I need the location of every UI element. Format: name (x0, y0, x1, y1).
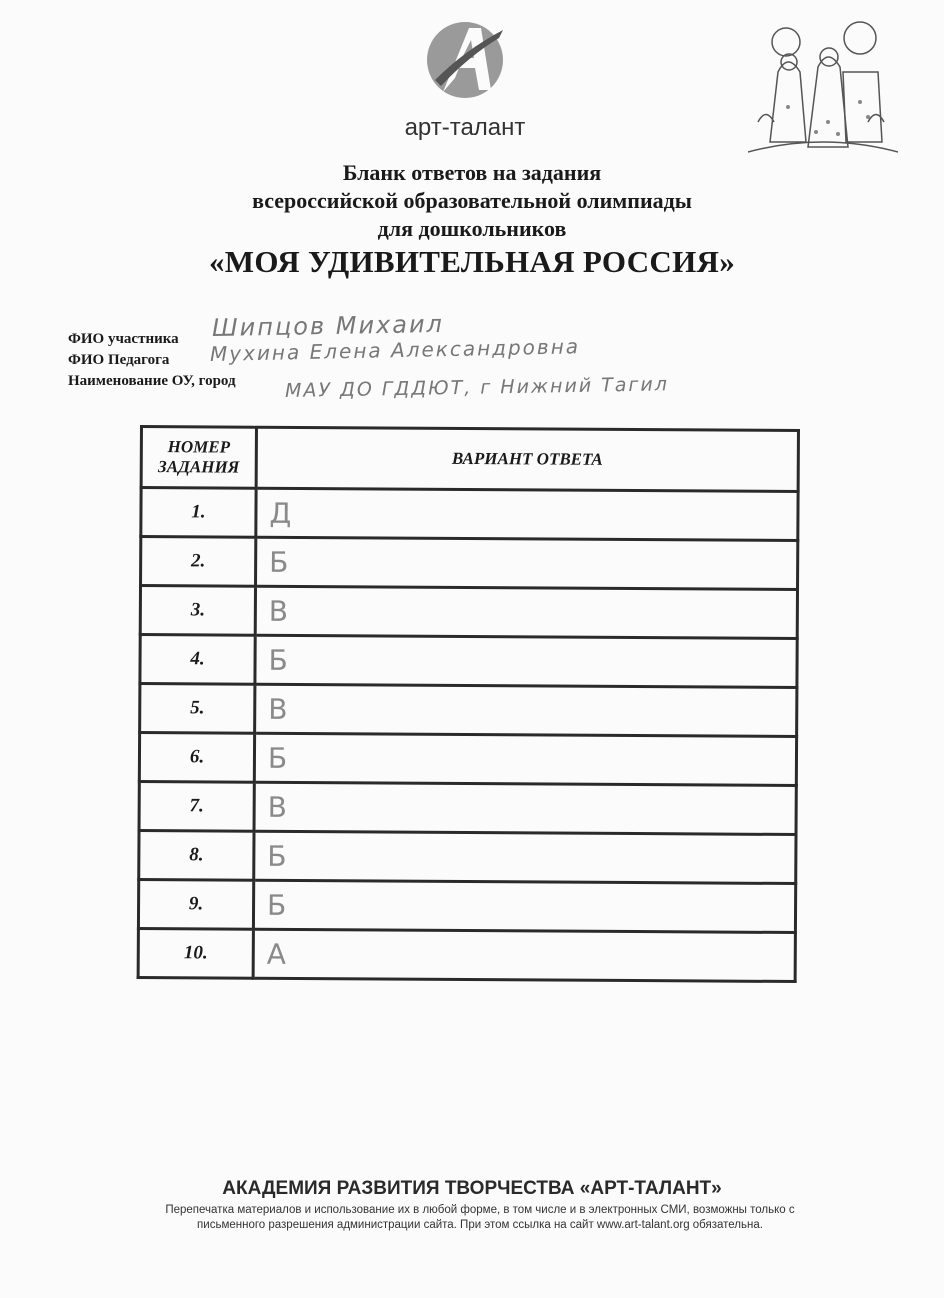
school-value: МАУ ДО ГДДЮТ, г Нижний Тагил (284, 373, 670, 402)
footer-note-line-1: Перепечатка материалов и использование их в любой форме, в том числе и в электронных СМИ, возможны только с (165, 1204, 795, 1216)
table-row (138, 928, 795, 981)
school-label: Наименование ОУ, город (68, 373, 236, 389)
footer-note-line-2: письменного разрешения администрации сайта. При этом ссылка на сайт www.art-talant.org обязательна. (197, 1219, 763, 1231)
footer-title: АКАДЕМИЯ РАЗВИТИЯ ТВОРЧЕСТВА «АРТ-ТАЛАНТ» (222, 1178, 722, 1199)
table-row (140, 635, 797, 688)
teacher-value: Мухина Елена Александровна (209, 334, 581, 366)
number-column-header-line-2: ЗАДАНИЯ (158, 457, 240, 477)
answer-cell[interactable]: Б (256, 537, 798, 589)
answer-cell[interactable]: В (254, 782, 796, 834)
art-talant-a-logo-icon (425, 10, 505, 110)
answer-column-header: ВАРИАНТ ОТВЕТА (256, 427, 798, 491)
answer-cell[interactable]: Б (255, 635, 797, 687)
logo-text: арт-талант (404, 114, 526, 141)
task-number: 10. (138, 928, 253, 978)
table-row (138, 880, 795, 933)
table-row (141, 488, 798, 541)
task-number: 5. (140, 684, 255, 734)
task-number: 9. (138, 880, 253, 930)
table-row (139, 782, 796, 835)
task-number: 3. (140, 586, 255, 636)
answer-cell[interactable]: Б (254, 831, 796, 883)
answer-cell[interactable]: Б (253, 880, 795, 932)
table-row (139, 733, 796, 786)
participant-label: ФИО участника (68, 331, 179, 347)
answer-cell[interactable]: Д (256, 488, 798, 540)
table-row (139, 831, 796, 884)
task-number: 7. (139, 782, 254, 832)
participant-value: Шипцов Михаил (211, 309, 445, 342)
table-row (140, 684, 797, 737)
olympiad-title: «МОЯ УДИВИТЕЛЬНАЯ РОССИЯ» (208, 244, 735, 279)
answer-table (137, 425, 800, 983)
title-line-3: для дошкольников (377, 216, 567, 241)
number-column-header-line-1: НОМЕР (167, 437, 231, 457)
answer-cell[interactable]: В (255, 586, 797, 638)
task-number: 2. (141, 537, 256, 587)
logo (400, 10, 530, 142)
task-number: 8. (139, 831, 254, 881)
teacher-label: ФИО Педагога (68, 352, 170, 368)
title-line-1: Бланк ответов на задания (342, 160, 602, 185)
title-line-2: всероссийской образовательной олимпиады (252, 188, 692, 213)
task-number: 6. (139, 733, 254, 783)
table-row (141, 537, 798, 590)
answer-cell[interactable]: Б (254, 733, 796, 785)
task-number: 1. (141, 488, 256, 538)
number-column-header (141, 427, 256, 489)
task-number: 4. (140, 635, 255, 685)
table-header-row (141, 427, 798, 492)
answer-cell[interactable]: В (255, 684, 797, 736)
table-row (140, 586, 797, 639)
answer-cell[interactable]: А (253, 929, 795, 981)
folk-figures-illustration-icon (748, 12, 898, 162)
